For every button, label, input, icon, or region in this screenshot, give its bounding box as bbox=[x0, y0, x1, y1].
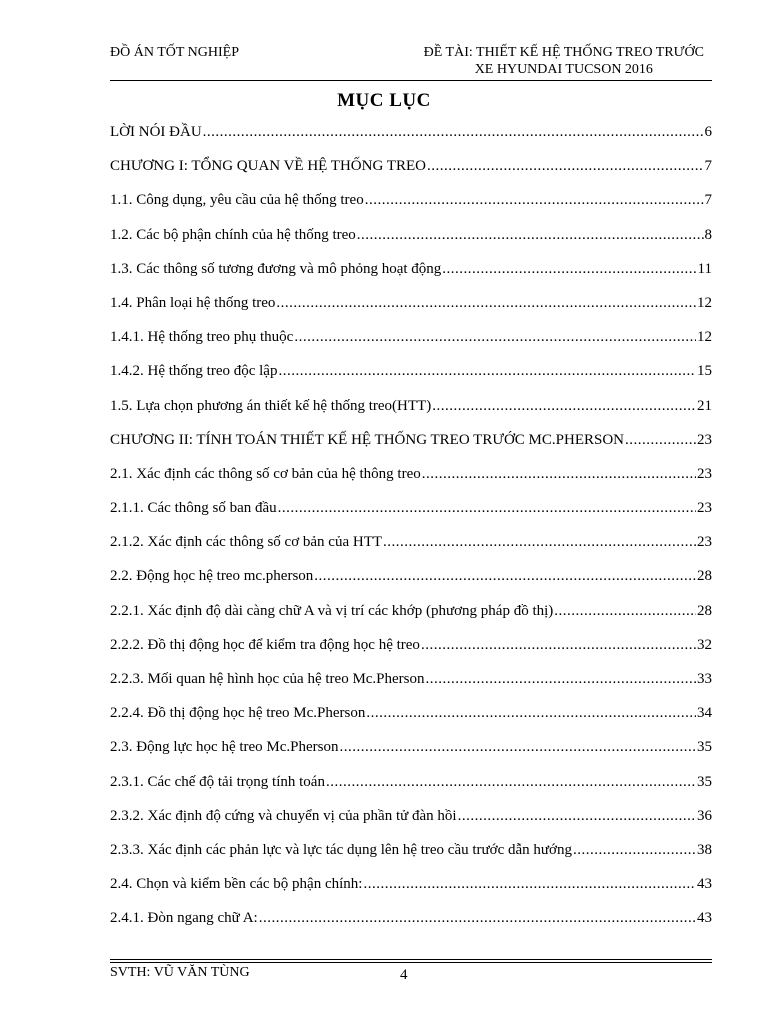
toc-entry-page: 35 bbox=[697, 773, 712, 790]
toc-entry-title: 1.4.1. Hệ thống treo phụ thuộc bbox=[110, 329, 294, 346]
toc-entry[interactable] bbox=[110, 808, 712, 842]
toc-entry-page: 43 bbox=[697, 876, 712, 893]
toc-dot-leader bbox=[314, 568, 696, 585]
toc-entry-title: 2.3. Động lực học hệ treo Mc.Pherson bbox=[110, 739, 339, 756]
toc-entry-page: 34 bbox=[697, 705, 712, 722]
toc-dot-leader bbox=[365, 192, 704, 209]
toc-entry[interactable] bbox=[110, 500, 712, 534]
toc-entry[interactable] bbox=[110, 910, 712, 944]
toc-dot-leader bbox=[383, 534, 696, 551]
toc-entry-title: CHƯƠNG I: TỔNG QUAN VỀ HỆ THỐNG TREO bbox=[110, 158, 426, 175]
toc-entry[interactable] bbox=[110, 227, 712, 261]
toc-dot-leader bbox=[278, 500, 696, 517]
toc-entry-page: 23 bbox=[697, 465, 712, 482]
toc-entry[interactable] bbox=[110, 432, 712, 466]
toc-entry-page: 23 bbox=[697, 500, 712, 517]
page-title: MỤC LỤC bbox=[337, 90, 431, 111]
toc-entry[interactable] bbox=[110, 329, 712, 363]
footer-author: SVTH: VŨ VĂN TÙNG bbox=[110, 965, 250, 980]
toc-entry-page: 21 bbox=[697, 397, 712, 414]
toc-dot-leader bbox=[259, 910, 696, 927]
toc-entry-page: 12 bbox=[697, 329, 712, 346]
toc-entry-title: 1.4.2. Hệ thống treo độc lập bbox=[110, 363, 278, 380]
toc-entry[interactable] bbox=[110, 158, 712, 192]
toc-entry-page: 28 bbox=[697, 602, 712, 619]
header-topic-line2: XE HYUNDAI TUCSON 2016 bbox=[474, 62, 653, 77]
toc-dot-leader bbox=[278, 363, 696, 380]
toc-entry-title: 2.2. Động học hệ treo mc.pherson bbox=[110, 568, 314, 585]
toc-entry-title: 2.2.1. Xác định độ dài càng chữ A và vị trí các khớp (phương pháp đồ thị) bbox=[110, 602, 554, 619]
toc-dot-leader bbox=[554, 603, 696, 620]
toc-entry[interactable] bbox=[110, 534, 712, 568]
footer-divider-top bbox=[110, 959, 712, 960]
toc-dot-leader bbox=[326, 774, 696, 791]
toc-entry-title: 1.2. Các bộ phận chính của hệ thống treo bbox=[110, 226, 356, 243]
toc-dot-leader bbox=[421, 637, 696, 654]
toc-entry-title: 2.2.2. Đồ thị động học để kiểm tra động học hệ treo bbox=[110, 636, 420, 653]
toc-entry-page: 33 bbox=[697, 671, 712, 687]
toc-entry-page: 11 bbox=[697, 260, 712, 277]
toc-entry[interactable] bbox=[110, 363, 712, 397]
toc-entry-page: 32 bbox=[697, 636, 712, 653]
toc-entry-page: 35 bbox=[697, 739, 712, 756]
toc-entry-page: 23 bbox=[697, 534, 712, 551]
toc-dot-leader bbox=[363, 876, 696, 893]
toc-entry[interactable] bbox=[110, 192, 712, 226]
toc-entry-title: 1.3. Các thông số tương đương và mô phỏng hoạt động bbox=[110, 260, 442, 277]
toc-entry-page: 7 bbox=[704, 158, 712, 175]
toc-entry-page: 8 bbox=[704, 226, 712, 243]
page-header bbox=[110, 44, 712, 82]
toc-entry[interactable] bbox=[110, 603, 712, 637]
toc-dot-leader bbox=[340, 739, 696, 756]
toc-entry-page: 23 bbox=[697, 431, 712, 448]
toc-entry[interactable] bbox=[110, 842, 712, 876]
header-topic bbox=[424, 44, 704, 78]
table-of-contents bbox=[110, 124, 712, 945]
toc-entry[interactable] bbox=[110, 637, 712, 671]
toc-entry[interactable] bbox=[110, 261, 712, 295]
toc-entry-title: 1.1. Công dụng, yêu cầu của hệ thống treo bbox=[110, 192, 364, 209]
toc-dot-leader bbox=[422, 466, 696, 483]
toc-dot-leader bbox=[442, 261, 696, 278]
toc-entry-title: 2.4. Chọn và kiểm bền các bộ phận chính: bbox=[110, 876, 363, 893]
toc-entry-title: CHƯƠNG II: TÍNH TOÁN THIẾT KẾ HỆ THỐNG TREO TRƯỚC MC.PHERSON bbox=[110, 431, 624, 448]
toc-entry[interactable] bbox=[110, 739, 712, 773]
toc-entry-title: 1.4. Phân loại hệ thống treo bbox=[110, 294, 276, 311]
toc-dot-leader bbox=[458, 808, 696, 825]
toc-entry[interactable] bbox=[110, 295, 712, 329]
toc-entry-title: 2.3.2. Xác định độ cứng và chuyển vị của phần tử đàn hồi bbox=[110, 807, 457, 824]
toc-dot-leader bbox=[357, 227, 704, 244]
toc-entry-page: 38 bbox=[697, 841, 712, 858]
toc-entry[interactable] bbox=[110, 466, 712, 500]
toc-dot-leader bbox=[625, 432, 696, 449]
toc-entry-page: 36 bbox=[697, 807, 712, 824]
toc-dot-leader bbox=[427, 158, 704, 175]
toc-dot-leader bbox=[276, 295, 696, 312]
toc-dot-leader bbox=[366, 705, 696, 722]
toc-entry-title: 2.3.1. Các chế độ tải trọng tính toán bbox=[110, 773, 325, 790]
footer-divider-bottom bbox=[110, 962, 712, 963]
header-divider bbox=[110, 80, 712, 81]
toc-entry-title: 1.5. Lựa chọn phương án thiết kế hệ thống treo(HTT) bbox=[110, 397, 432, 414]
toc-entry-title: 2.2.4. Đồ thị động học hệ treo Mc.Pherson bbox=[110, 705, 366, 722]
toc-entry-title: LỜI NÓI ĐẦU bbox=[110, 124, 202, 140]
toc-entry[interactable] bbox=[110, 876, 712, 910]
toc-entry-title: 2.2.3. Mối quan hệ hình học của hệ treo Mc.Pherson bbox=[110, 671, 425, 687]
toc-entry-page: 12 bbox=[697, 294, 712, 311]
toc-entry-title: 2.4.1. Đòn ngang chữ A: bbox=[110, 910, 258, 927]
toc-entry-page: 28 bbox=[697, 568, 712, 585]
toc-entry-page: 43 bbox=[697, 910, 712, 927]
toc-entry-page: 7 bbox=[704, 192, 712, 209]
toc-entry-title: 2.1.1. Các thông số ban đầu bbox=[110, 500, 277, 517]
toc-entry[interactable] bbox=[110, 705, 712, 739]
toc-dot-leader bbox=[294, 329, 696, 346]
toc-entry-page: 15 bbox=[697, 363, 712, 380]
toc-dot-leader bbox=[426, 671, 696, 688]
toc-entry-page: 6 bbox=[704, 124, 712, 140]
toc-entry-title: 2.3.3. Xác định các phản lực và lực tác dụng lên hệ treo cầu trước dẫn hướng bbox=[110, 841, 572, 858]
toc-entry[interactable] bbox=[110, 568, 712, 602]
toc-entry-title: 2.1.2. Xác định các thông số cơ bản của HTT bbox=[110, 534, 383, 551]
toc-entry[interactable] bbox=[110, 774, 712, 808]
header-thesis-label: ĐỒ ÁN TỐT NGHIỆP bbox=[110, 45, 239, 60]
toc-dot-leader bbox=[573, 842, 696, 859]
toc-dot-leader bbox=[203, 124, 704, 141]
footer-page-number: 4 bbox=[400, 967, 408, 983]
header-topic-line1: ĐỀ TÀI: THIẾT KẾ HỆ THỐNG TREO TRƯỚC bbox=[423, 45, 704, 60]
toc-entry[interactable] bbox=[110, 671, 712, 705]
toc-entry-title: 2.1. Xác định các thông số cơ bản của hệ thông treo bbox=[110, 465, 421, 482]
toc-dot-leader bbox=[432, 398, 696, 415]
toc-entry[interactable] bbox=[110, 398, 712, 432]
toc-entry[interactable] bbox=[110, 124, 712, 158]
